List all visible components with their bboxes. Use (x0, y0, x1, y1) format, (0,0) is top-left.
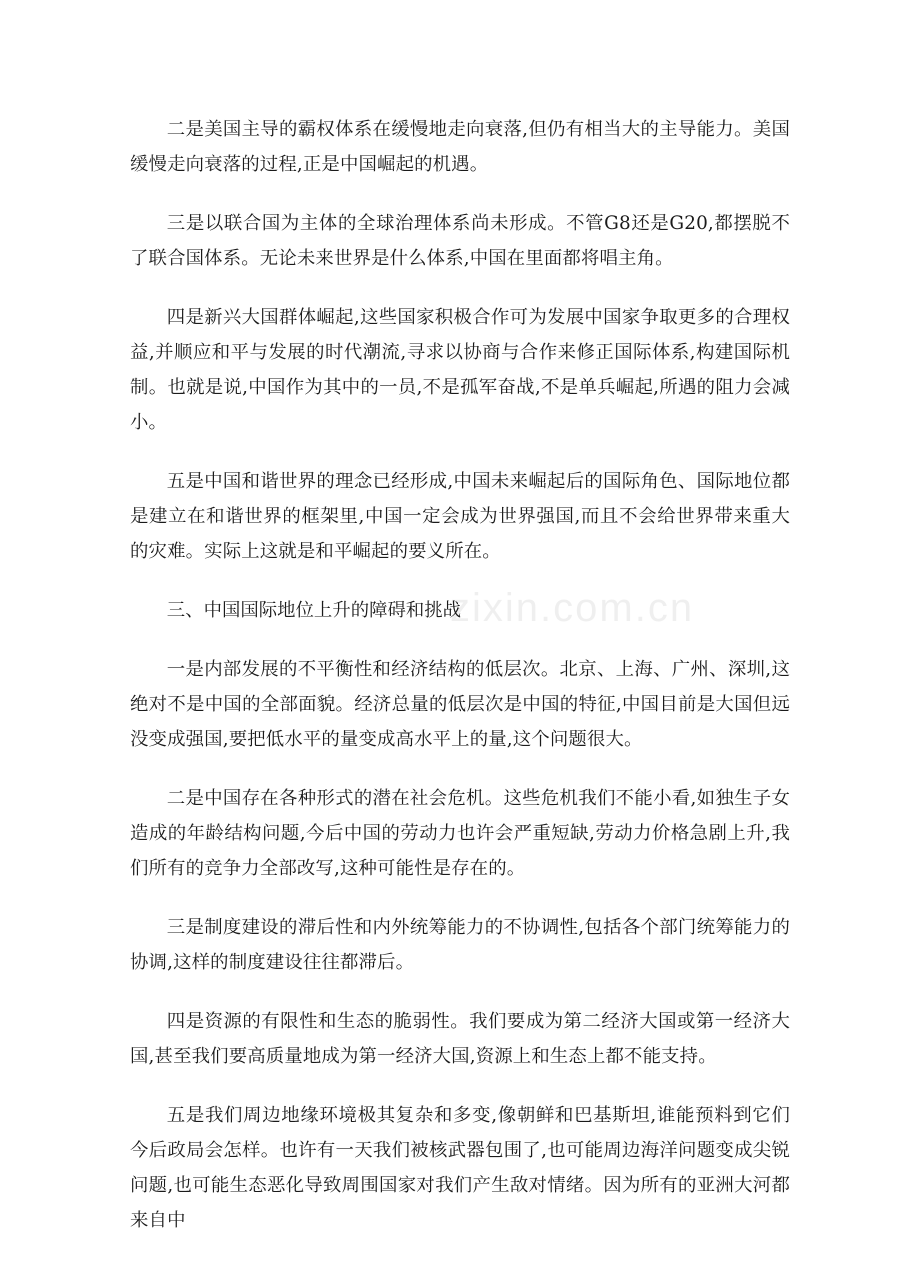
paragraph: 四是新兴大国群体崛起,这些国家积极合作可为发展中国家争取更多的合理权益,并顺应和平与发展的时代潮流,寻求以协商与合作来修正国际体系,构建国际机制。也就是说,中国作为其中的一员,不是孤军奋战,不是单兵崛起,所遇的阻力会减小。 (130, 307, 790, 433)
paragraph: 四是资源的有限性和生态的脆弱性。我们要成为第二经济大国或第一经济大国,甚至我们要高质量地成为第一经济大国,资源上和生态上都不能支持。 (130, 1011, 790, 1067)
watermark: zixin.com.cn (450, 586, 695, 630)
paragraph: 三是以联合国为主体的全球治理体系尚未形成。不管G8还是G20,都摆脱不了联合国体系。无论未来世界是什么体系,中国在里面都将唱主角。 (130, 213, 790, 269)
paragraph: 一是内部发展的不平衡性和经济结构的低层次。北京、上海、广州、深圳,这绝对不是中国的全部面貌。经济总量的低层次是中国的特征,中国目前是大国但远没变成强国,要把低水平的量变成高水平上的量,这个问题很大。 (130, 659, 790, 750)
paragraph: 二是中国存在各种形式的潜在社会危机。这些危机我们不能小看,如独生子女造成的年龄结构问题,今后中国的劳动力也许会严重短缺,劳动力价格急剧上升,我们所有的竞争力全部改写,这种可能性是存在的。 (130, 788, 790, 879)
section-heading: 三、中国国际地位上升的障碍和挑战 (166, 600, 462, 621)
document-body (130, 112, 790, 1262)
paragraph: 五是我们周边地缘环境极其复杂和多变,像朝鲜和巴基斯坦,谁能预料到它们今后政局会怎样。也许有一天我们被核武器包围了,也可能周边海洋问题变成尖锐问题,也可能生态恶化导致周围国家对我们产生敌对情绪。因为所有的亚洲大河都来自中 (130, 1105, 790, 1231)
paragraph: 三是制度建设的滞后性和内外统筹能力的不协调性,包括各个部门统筹能力的协调,这样的制度建设往往都滞后。 (130, 917, 790, 973)
paragraph: 五是中国和谐世界的理念已经形成,中国未来崛起后的国际角色、国际地位都是建立在和谐世界的框架里,中国一定会成为世界强国,而且不会给世界带来重大的灾难。实际上这就是和平崛起的要义所在。 (130, 471, 790, 562)
paragraph: 二是美国主导的霸权体系在缓慢地走向衰落,但仍有相当大的主导能力。美国缓慢走向衰落的过程,正是中国崛起的机遇。 (130, 119, 790, 175)
